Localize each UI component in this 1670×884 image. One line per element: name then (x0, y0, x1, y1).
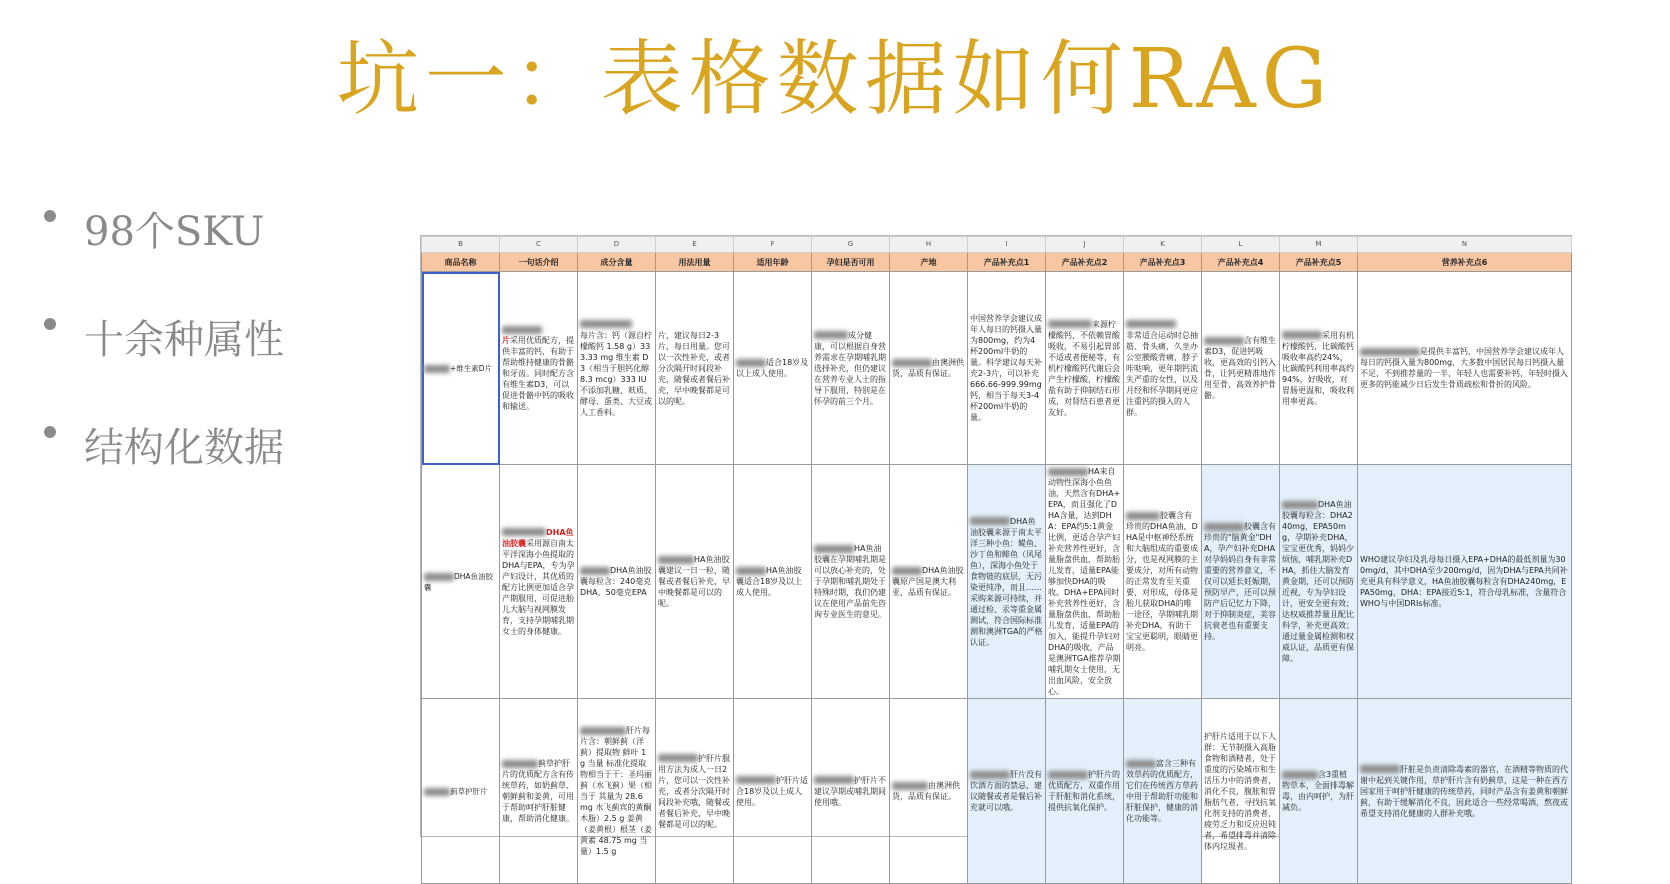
product-name-cell[interactable]: 蓟草护肝片 (422, 699, 500, 884)
redacted-mark (424, 573, 454, 581)
spreadsheet-screenshot (420, 235, 1572, 856)
redacted-mark (502, 760, 538, 768)
table-cell[interactable]: DHA鱼油胶囊原产国是澳大利亚，品质有保证。 (890, 465, 968, 699)
header-cell[interactable]: 孕妇是否可用 (812, 253, 890, 272)
redacted-mark (580, 567, 610, 575)
redacted-mark (1048, 771, 1088, 779)
product-table (421, 236, 1572, 884)
column-letter[interactable]: I (968, 237, 1046, 253)
table-cell[interactable]: 护肝片适用于以下人群：无节制摄入高脂食物和酒精者，处于重度的污染城市和生活压力中的消费者，消化不良，腹胀和胃脂肪气者，寻找抗氧化剂支持的消费者，疲劳乏力和反应迟钝者，希望排毒并清除体内垃圾者。 (1202, 699, 1280, 884)
column-letter[interactable]: B (422, 237, 500, 253)
column-letter[interactable]: M (1280, 237, 1358, 253)
table-cell[interactable]: 护肝片不建议孕期或哺乳期间使用哦。 (812, 699, 890, 884)
redacted-mark (502, 528, 546, 536)
header-cell[interactable]: 营养补充点6 (1358, 253, 1572, 272)
redacted-mark (580, 727, 626, 735)
header-cell[interactable]: 产品补充点3 (1124, 253, 1202, 272)
product-name-cell[interactable]: +维生素D片 (422, 272, 500, 465)
table-cell[interactable]: 护肝片服用方法为成人一日2片，您可以一次性补充，或者分次隔开时间段补充哦，随餐或者餐后补充，早中晚餐都是可以的呢。 (656, 699, 734, 884)
bullet-item (44, 416, 284, 524)
header-cell[interactable]: 产地 (890, 253, 968, 272)
column-letter[interactable]: E (656, 237, 734, 253)
redacted-mark (424, 788, 450, 796)
redacted-mark (814, 776, 854, 784)
redacted-mark (736, 359, 766, 367)
table-cell[interactable]: 片，建议每日2-3片，每日用量。您可以一次性补充，或者分次隔开时间段补充，随餐或者餐后补充，早中晚餐都是可以的呢。 (656, 272, 734, 465)
redacted-mark (580, 320, 632, 328)
table-cell[interactable]: 护肝片适合18岁及以上成人使用。 (734, 699, 812, 884)
slide-title: 坑一：表格数据如何RAG (336, 32, 1334, 127)
header-cell[interactable]: 产品补充点2 (1046, 253, 1124, 272)
bullet-text: 十余种属性 (84, 317, 284, 363)
header-cell[interactable]: 一句话介绍 (500, 253, 578, 272)
redacted-mark (970, 517, 1010, 525)
table-cell[interactable]: WHO建议孕妇及乳母每日摄入EPA+DHA的最低剂量为300mg/d，其中DHA至少200mg/d，因为DHA与EPA共同补充更具有科学意义，HA鱼油胶囊每粒含有DHA240mg，EPA50mg，DHA：EPA接近5:1，符合母乳标准，含量符合WHO与中国DRIs标准。 (1358, 465, 1572, 699)
table-cell[interactable]: 含有维生素D3，促进钙吸收，更高效的引钙入骨，让钙更精准地作用至骨，高效养护骨骼。 (1202, 272, 1280, 465)
header-cell[interactable]: 成分含量 (578, 253, 656, 272)
column-letter-row (422, 237, 1572, 253)
table-cell[interactable]: 非常适合运动时总抽筋、骨头痛，久坐办公室腰酸背痛，脖子咔哒响，更年期钙流失严重的女性，以及月经和怀孕期间更应注重钙的摄入的人群。 (1124, 272, 1202, 465)
redacted-mark (1126, 760, 1156, 768)
table-cell[interactable]: HA鱼油胶囊在孕期哺乳期是可以放心补充的，处于孕期和哺乳期处于特殊时期，我们仍建议在使用产品前先咨询专业医生的意见。 (812, 465, 890, 699)
redacted-mark (892, 782, 928, 790)
table-cell[interactable]: 每片含：钙（源自柠檬酸钙 1.58 g）333.33 mg 维生素 D3（相当于胆钙化醇 8.3 mcg）333 IU 不添加乳糖、麸质、酵母、蛋类、大豆或人工香料。 (578, 272, 656, 465)
redacted-mark (736, 567, 766, 575)
column-letter[interactable]: H (890, 237, 968, 253)
table-row (422, 699, 1572, 884)
header-cell[interactable]: 产品补充点1 (968, 253, 1046, 272)
table-row (422, 272, 1572, 465)
redacted-mark (502, 326, 542, 334)
redacted-mark (658, 556, 694, 564)
column-letter[interactable]: J (1046, 237, 1124, 253)
table-row (422, 465, 1572, 699)
table-cell[interactable]: 富含三种有效草药的优质配方，它们在传统西方草药中用于帮助肝功能和肝脏保护，健康的消化功能等。 (1124, 699, 1202, 884)
redacted-mark (1282, 331, 1322, 339)
redacted-mark (892, 359, 932, 367)
table-cell[interactable]: 肝片没有饮酒方面的禁忌，建议随餐或者是餐后补充就可以哦。 (968, 699, 1046, 884)
redacted-mark (1048, 320, 1092, 328)
table-cell[interactable]: HA鱼油胶囊适合18岁及以上成人使用。 (734, 465, 812, 699)
redacted-mark (1282, 771, 1318, 779)
table-cell[interactable]: 护肝片的优质配方，双重作用于肝脏和消化系统，提供抗氧化保护。 (1046, 699, 1124, 884)
table-cell[interactable]: 适合18岁及以上成人使用。 (734, 272, 812, 465)
column-letter[interactable]: N (1358, 237, 1572, 253)
bullet-item (44, 308, 284, 416)
table-cell[interactable]: DHA鱼油胶囊来源于南太平洋三种小鱼：鳀鱼、沙丁鱼和鲱鱼（风尾鱼），深海小鱼处于食物链的底层，无污染更纯净，而且……采购来源可持续，并通过检、汞等重金属测试，符合国际标准测和澳洲TGA的严格认证。 (968, 465, 1046, 699)
redacted-mark (658, 754, 698, 762)
column-letter[interactable]: K (1124, 237, 1202, 253)
header-cell[interactable]: 用法用量 (656, 253, 734, 272)
redacted-mark (1126, 512, 1160, 520)
bullet-dot-icon (44, 426, 56, 438)
header-row (422, 253, 1572, 272)
redacted-mark (970, 771, 1010, 779)
bullet-text: 结构化数据 (84, 425, 284, 471)
table-cell[interactable]: 片采用优质配方，提供丰富的钙，有助于帮助维持健康的骨骼和牙齿。同时配方含有维生素D3，可以促进骨骼中钙的吸收和输送。 (500, 272, 578, 465)
bullet-list (44, 200, 284, 524)
table-cell[interactable]: 由澳洲供货，品质有保证。 (890, 699, 968, 884)
table-cell[interactable]: 肝脏是负责清除毒素的器官，在酒精等物质的代谢中起到关键作用，草护肝片含有奶蓟草，这是一种在西方国家用于呵护肝健康的传统草药，同时产品含有姜黄和朝鲜蓟，有助于缓解消化不良，因此适合一些经常喝酒，熬夜或希望支持消化健康的人群补充哦。 (1358, 699, 1572, 884)
table-cell[interactable]: 肝片每片含：朝鲜蓟（洋蓟）提取物 鲜叶 1 g 当量 标准化提取物相当于干：圣玛丽蓟（水飞蓟）果（相当于 其量为 28.6 mg 水飞蓟宾的黄酮木脂）2.5 g 姜黄（姜黄根）根茎（姜黄素 48.75 mg 当量）1.5 g (578, 699, 656, 884)
table-cell[interactable]: 中国营养学会建议成年人每日的钙摄入量为800mg，约为4杯200ml牛奶的量。科学建议每天补充2-3片，可以补充666.66-999.99mg钙，相当于每天3-4杯200ml牛奶的量。 (968, 272, 1046, 465)
table-cell[interactable]: HA鱼油胶囊建议一日一粒，随餐或者餐后补充，早中晚餐都是可以的呢。 (656, 465, 734, 699)
redacted-mark (892, 567, 922, 575)
table-cell[interactable]: DHA鱼油胶囊每粒含：DHA240mg，EPA50mg，孕期补充DHA，宝宝更优秀，妈妈少烦恼，哺乳期补充DHA，抓住大脑发育黄金期，还可以预防近视，专为孕妇设计，更安全更有效；达权威推荐量且配比科学，补充更高效；通过量金属检测和权威认证，品质更有保障。 (1280, 465, 1358, 699)
bullet-item (44, 200, 284, 308)
redacted-mark (1282, 501, 1318, 509)
header-cell[interactable]: 产品补充点5 (1280, 253, 1358, 272)
table-cell[interactable]: DHA鱼油胶囊每粒含：240毫克DHA，50毫克EPA (578, 465, 656, 699)
bullet-dot-icon (44, 318, 56, 330)
header-cell[interactable]: 产品补充点4 (1202, 253, 1280, 272)
column-letter[interactable]: D (578, 237, 656, 253)
table-cell[interactable]: 由澳洲供货，品质有保证。 (890, 272, 968, 465)
table-cell[interactable]: 采用有机柠檬酸钙，比碳酸钙吸收率高约24%，比碳酸钙利用率高约94%，好吸收，对胃肠更温和，吸收利用率更高。 (1280, 272, 1358, 465)
column-letter[interactable]: F (734, 237, 812, 253)
column-letter[interactable]: G (812, 237, 890, 253)
redacted-mark (1360, 348, 1420, 356)
table-cell[interactable]: 成分健康，可以根据自身营养需求在孕期哺乳期选择补充，但仍建议在营养专业人士的指导下服用，特别是在怀孕的前三个月。 (812, 272, 890, 465)
table-cell[interactable]: HA来自动物性深海小鱼鱼油，天然含有DHA+EPA，而且强化了DHA含量，达到DHA：EPA约5:1黄金比例，更适合孕产妇补充营养性更好，含量脂盘供血，帮助胎儿发育，适量EPA能够加快DHA的吸收。DHA+EPA同时补充营养性更好，含量脂盘供血，帮助胎儿发育，适量EPA的加入，能提升孕妇对DHA的吸收，产品是澳洲TGA推荐孕期哺乳期女士使用，无出血风险，安全放心。 (1046, 465, 1124, 699)
redacted-mark (814, 545, 854, 553)
redacted-mark (1204, 337, 1244, 345)
table-cell[interactable]: 蓟草护肝片的优质配方含有传统草药，如奶蓟草、朝鲜蓟和姜黄，可用于帮助呵护肝脏健康，帮助消化健康。 (500, 699, 578, 884)
redacted-mark (1126, 320, 1176, 328)
table-cell[interactable]: 胶囊含有珍贵的DHA鱼油，DHA是中枢神经系统和大脑组成的重要成分，也是视网膜的主要成分，对所有动物的正常发育至关重要，对形成，母体是胎儿获取DHA的唯一途径，孕期哺乳期补充DHA，有助于宝宝更聪明，眼睛更明亮。 (1124, 465, 1202, 699)
product-name-cell[interactable]: DHA鱼油胶囊 (422, 465, 500, 699)
redacted-mark (736, 776, 776, 784)
redacted-mark (814, 331, 848, 339)
bullet-dot-icon (44, 210, 56, 222)
table-cell[interactable]: DHA鱼油胶囊采用源自南太平洋深海小鱼提取的DHA与EPA，专为孕产妇设计，其优质的配方比例更加适合孕产期服用，可促进胎儿大脑与视网膜发育，支持孕期哺乳期女士的身体健康。 (500, 465, 578, 699)
column-letter[interactable]: L (1202, 237, 1280, 253)
table-cell[interactable]: 是提供丰富钙，中国营养学会建议成年人每日的钙摄入量为800mg，大多数中国居民每日钙摄入量不足，不到推荐量的一半，年轻人也需要补钙，年轻时摄入更多的钙能减少日后发生骨质疏松和骨折的风险。 (1358, 272, 1572, 465)
header-cell[interactable]: 适用年龄 (734, 253, 812, 272)
redacted-mark (1048, 468, 1088, 476)
column-letter[interactable]: C (500, 237, 578, 253)
redacted-mark (1204, 523, 1244, 531)
table-cell[interactable]: 来源柠檬酸钙，不依赖胃酸吸收，不易引起胃部不适或者便秘等，有机柠檬酸钙代谢后会产生柠檬酸，柠檬酸盐有助于抑制结石形成，对肾结石患者更友好。 (1046, 272, 1124, 465)
table-cell[interactable]: 含3重植物草本，全面排毒解毒，由内呵护，为肝减负。 (1280, 699, 1358, 884)
redacted-mark (1360, 765, 1400, 773)
bullet-text: 98个SKU (84, 209, 265, 255)
header-cell[interactable]: 商品名称 (422, 253, 500, 272)
redacted-mark (424, 365, 450, 373)
table-cell[interactable]: 胶囊含有珍贵的"脑黄金"DHA，孕产妇补充DHA对孕妈妈自身有非常重要的营养意义，不仅可以延长妊娠期，预防早产，还可以预防产后记忆力下降，对于抑制炎症，美容抗衰老也有重要支持。 (1202, 465, 1280, 699)
